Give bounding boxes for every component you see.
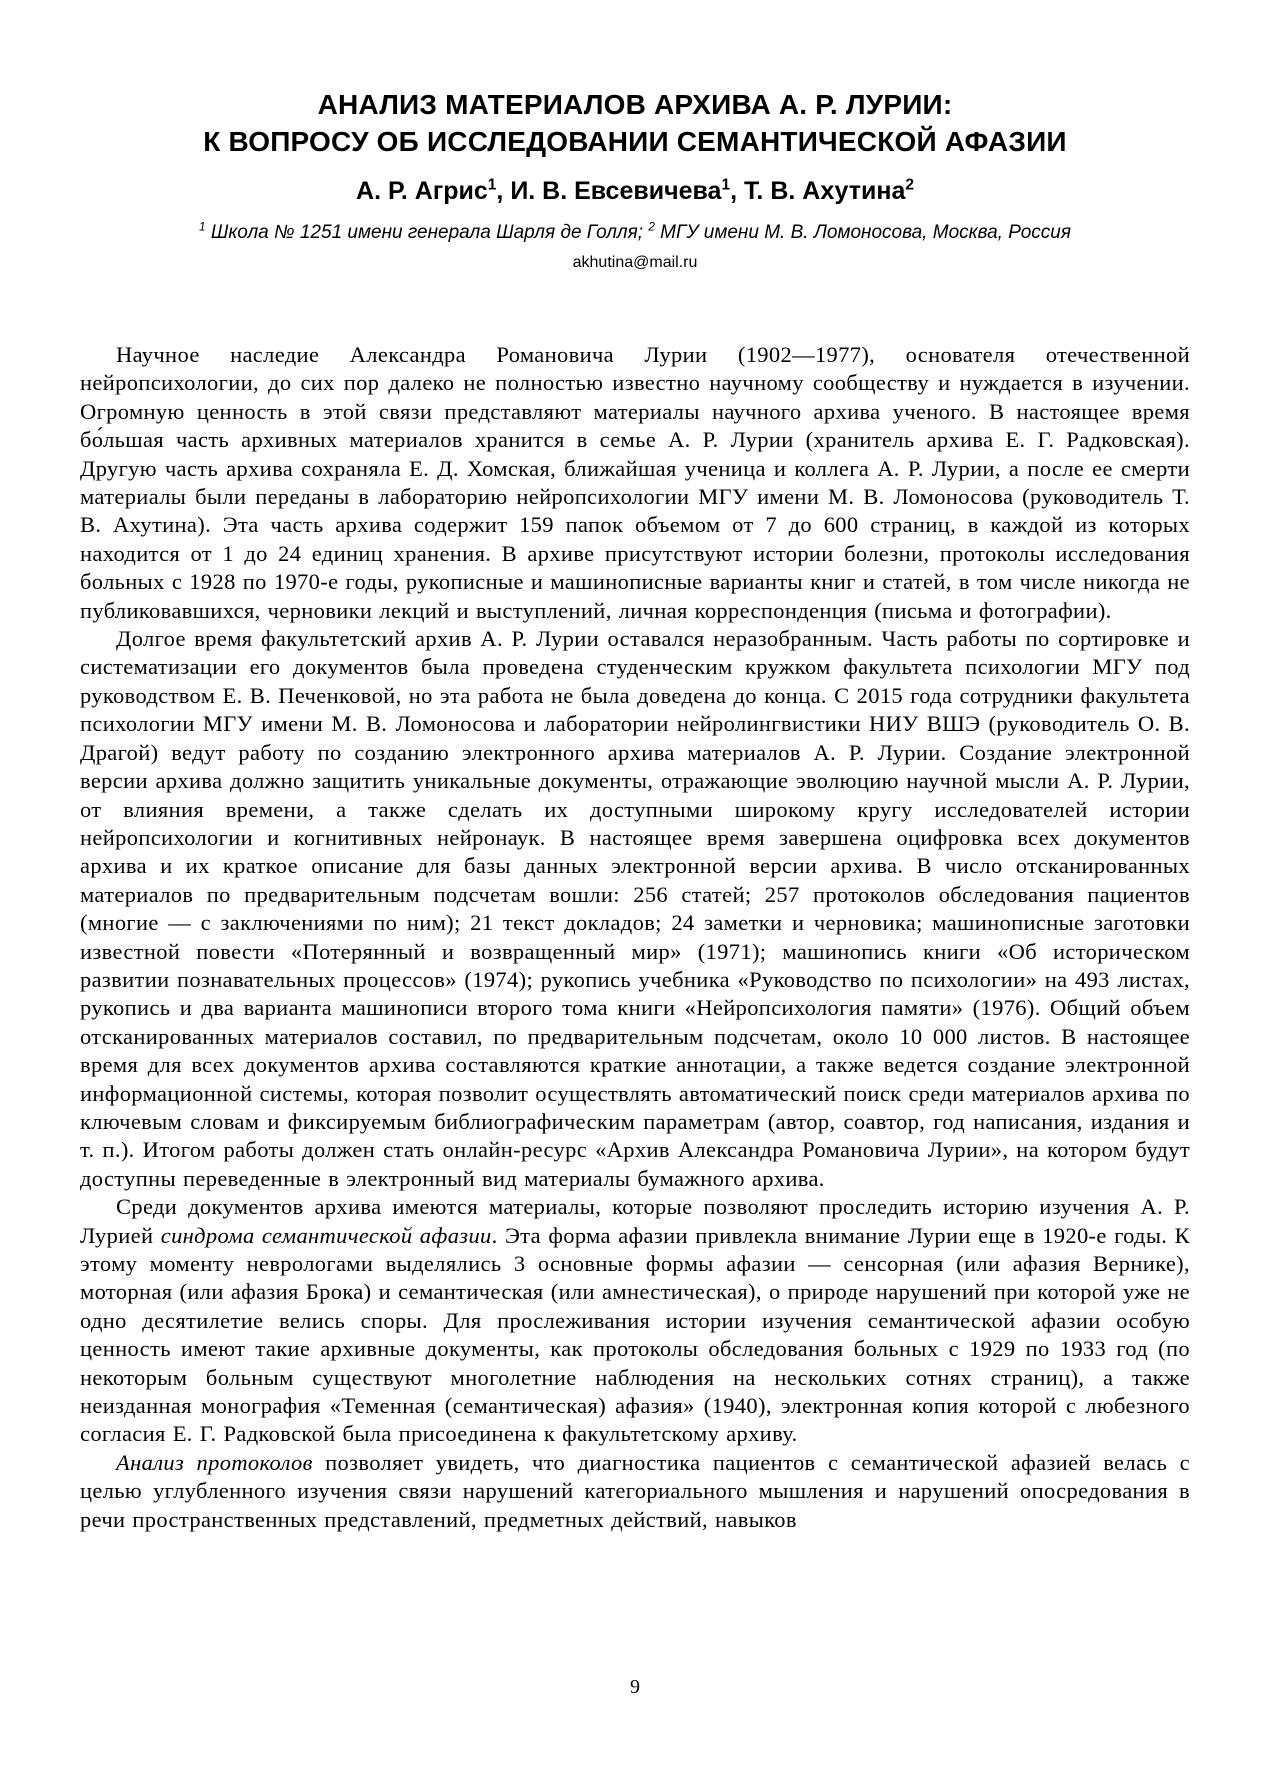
contact-email: akhutina@mail.ru <box>572 254 698 271</box>
affiliation-line: $^1$ Школа № 1251 имени генерала Шарля де Голля; $^2$ МГУ имени М. В. Ломоносова, Москва, Россия <box>199 220 1071 243</box>
page-number: 9 <box>630 1676 640 1698</box>
paragraph: Долгое время факультетский архив А. Р. Лурии оставался неразобранным. Часть работы по сортировке и систематизации его документов была проведена студенческим кружком факультета психологии МГУ под руководством Е. В. Печенковой, но эта работа не была доведена до конца. С 2015 года сотрудники факультета психологии МГУ имени М. В. Ломоносова и лаборатории нейролингвистики НИУ ВШЭ (руководитель О. В. Драгой) ведут работу по созданию электронного архива материалов А. Р. Лурии. Создание электронной версии архива должно защитить уникальные документы, отражающие эволюцию научной мысли А. Р. Лурии, от влияния времени, а также сделать их доступными широкому кругу исследователей истории нейропсихологии и когнитивных нейронаук. В настоящее время завершена оцифровка всех документов архива и их краткое описание для базы данных электронной версии архива. В число отсканированных материалов по предварительным подсчетам вошли: 256 статей; 257 протоколов обследования пациентов (многие — с заключениями по ним); 21 текст докладов; 24 заметки и черновика; машинописные заготовки известной повести «Потерянный и возвращенный мир» (1971); машинопись книги «Об историческом развитии познавательных процессов» (1974); рукопись учебника «Руководство по психологии» на 493 листах, рукопись и два варианта машинописи второго тома книги «Нейропсихология памяти» (1976). Общий объем отсканированных материалов составил, по предварительным подсчетам, около 10 000 листов. В настоящее время для всех документов архива составляются краткие аннотации, а также ведется создание электронной информационной системы, которая позволит осуществлять автоматический поиск среди материалов архива по ключевым словам и фиксируемым библиографическим параметрам (автор, соавтор, год написания, издания и т. п.). Итогом работы должен стать онлайн-ресурс «Архив Александра Романовича Лурии», на котором будут доступны переведенные в электронный вид материалы бумажного архива. <box>80 626 1190 1191</box>
paper-title <box>80 86 1190 160</box>
authors-line: А. Р. Агрис$^1$, И. В. Евсевичева$^1$, Т. В. Ахутина$^2$ <box>356 176 914 205</box>
paragraph: Среди документов архива имеются материалы, которые позволяют проследить историю изучения А. Р. Лурией синдрома семантической афазии. Эта форма афазии привлекла внимание Лурии еще в 1920-е годы. К этому моменту неврологами выделялись 3 основные формы афазии — сенсорная (или афазия Вернике), моторная (или афазия Брока) и семантическая (или амнестическая), о природе нарушений при которой уже не одно десятилетие велись споры. Для прослеживания истории изучения семантической афазии особую ценность имеют такие архивные документы, как протоколы обследования больных с 1929 по 1933 год (по некоторым больным существуют многолетние наблюдения на нескольких сотнях страниц), а также неизданная монография «Теменная (семантическая) афазия» (1940), электронная копия которой с любезного согласия Е. Г. Радковской была присоединена к факультетскому архиву. <box>80 1194 1190 1447</box>
paper-title-line-2: К ВОПРОСУ ОБ ИССЛЕДОВАНИИ СЕМАНТИЧЕСКОЙ АФАЗИИ <box>203 126 1067 157</box>
paper-title-line-1: АНАЛИЗ МАТЕРИАЛОВ АРХИВА А. Р. ЛУРИИ: <box>317 89 953 120</box>
paragraph: Научное наследие Александра Романовича Лурии (1902—1977), основателя отечественной нейропсихологии, до сих пор далеко не полностью известно научному сообществу и нуждается в изучении. Огромную ценность в этой связи представляют материалы научного архива ученого. В настоящее время бо́льшая часть архивных материалов хранится в семье А. Р. Лурии (хранитель архива Е. Г. Радковская). Другую часть архива сохраняла Е. Д. Хомская, ближайшая ученица и коллега А. Р. Лурии, а после ее смерти материалы были переданы в лабораторию нейропсихологии МГУ имени М. В. Ломоносова (руководитель Т. В. Ахутина). Эта часть архива содержит 159 папок объемом от 7 до 600 страниц, в каждой из которых находится от 1 до 24 единиц хранения. В архиве присутствуют истории болезни, протоколы исследования больных с 1928 по 1970-е годы, рукописные и машинописные варианты книг и статей, в том числе никогда не публиковавшихся, черновики лекций и выступлений, личная корреспонденция (письма и фотографии). <box>80 342 1190 623</box>
paragraph: Анализ протоколов позволяет увидеть, что диагностика пациентов с семантической афазией велась с целью углубленного изучения связи нарушений категориального мышления и нарушений опосредования в речи пространственных представлений, предметных действий, навыков <box>80 1449 1191 1532</box>
article-body <box>80 341 1190 1534</box>
